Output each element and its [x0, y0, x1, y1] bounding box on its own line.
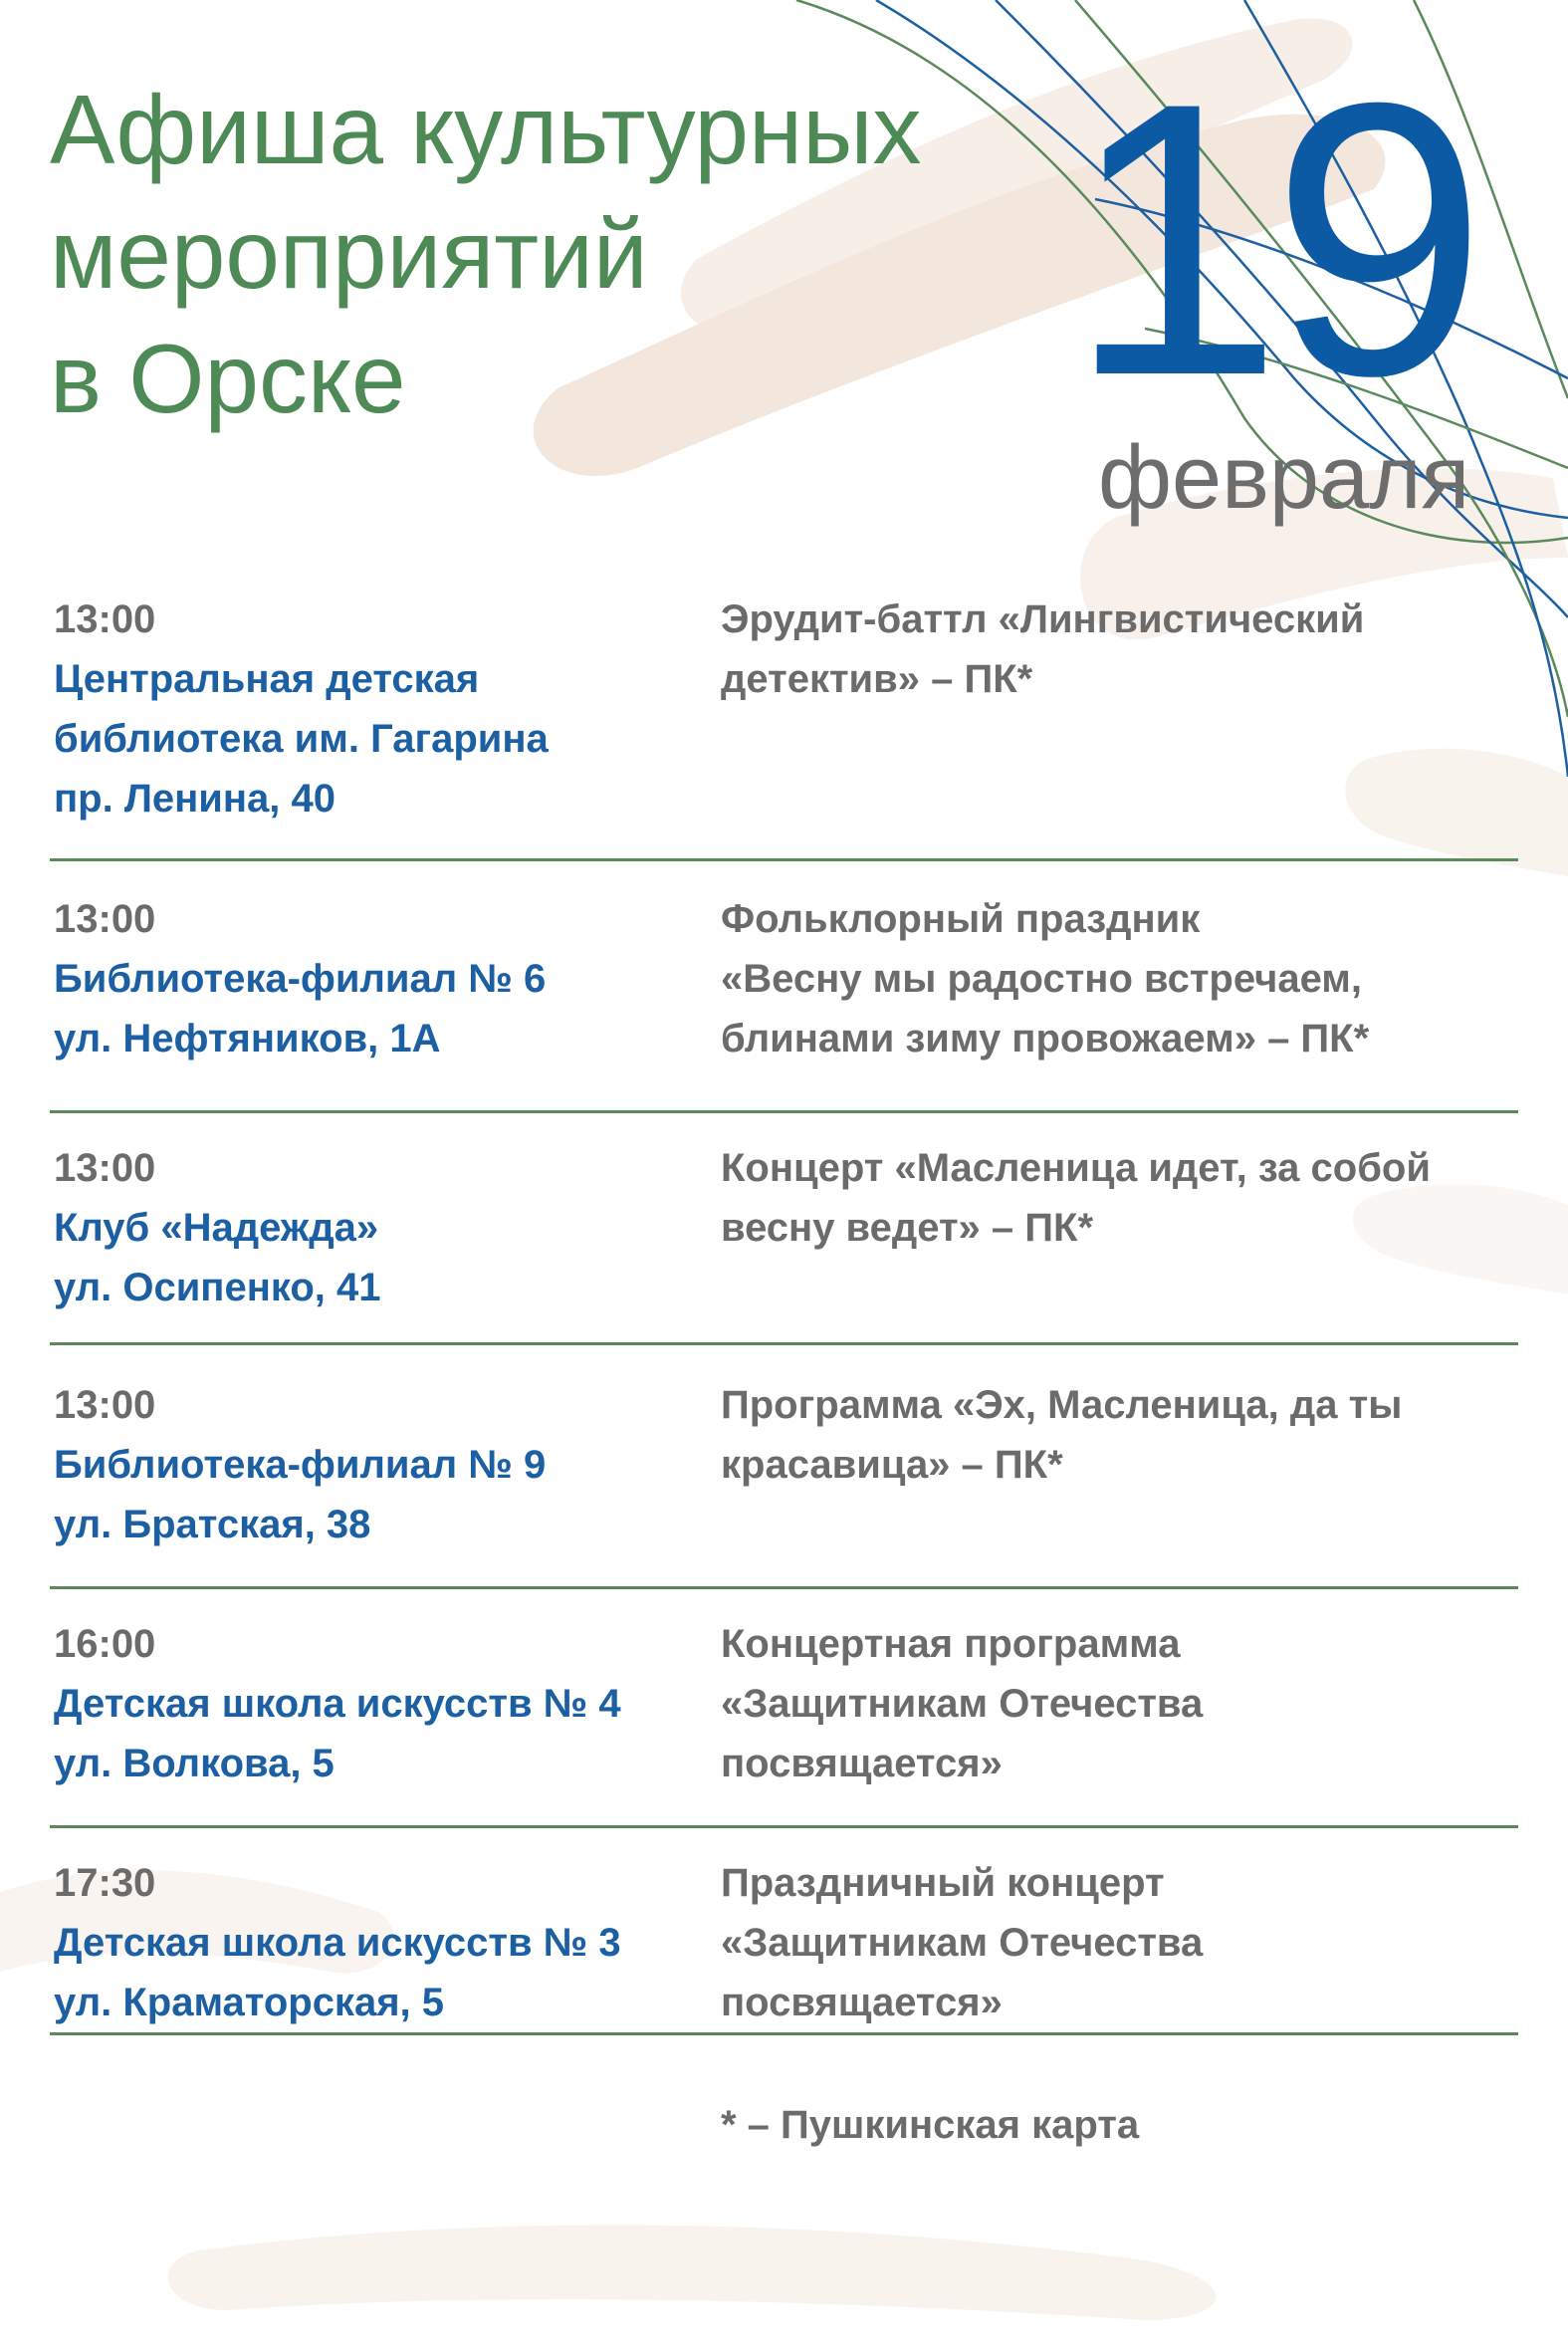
event-time: 13:00 [54, 1146, 156, 1190]
page-title [50, 68, 922, 441]
event-desc-line: Программа «Эх, Масленица, да ты [721, 1383, 1403, 1427]
footnote: * – Пушкинская карта [721, 2103, 1140, 2147]
event-row [50, 861, 1518, 1113]
event-description [721, 1853, 1518, 2032]
event-address: ул. Краматорская, 5 [54, 1981, 445, 2024]
event-time: 17:30 [54, 1861, 156, 1905]
event-place: Детская школа искусств № 3 [54, 1921, 621, 1965]
event-row [50, 1589, 1518, 1828]
event-desc-line: «Защитникам Отечества [721, 1682, 1204, 1726]
event-time: 16:00 [54, 1622, 156, 1666]
event-desc-line: Эрудит-баттл «Лингвистический [721, 597, 1365, 641]
event-desc-line: «Весну мы радостно встречаем, [721, 957, 1363, 1001]
event-address: пр. Ленина, 40 [54, 777, 336, 821]
event-venue [50, 589, 721, 858]
event-venue [50, 889, 721, 1110]
event-venue [50, 1138, 721, 1342]
event-description [721, 1138, 1518, 1342]
event-time: 13:00 [54, 597, 156, 641]
title-line: мероприятий [50, 199, 648, 309]
date-month: февраля [1098, 428, 1470, 528]
event-time: 13:00 [54, 1383, 156, 1427]
date-day: 19 [1067, 22, 1475, 456]
event-place: Детская школа искусств № 4 [54, 1682, 621, 1726]
event-desc-line: Праздничный концерт [721, 1861, 1165, 1905]
event-description [721, 589, 1518, 858]
event-desc-line: посвящается» [721, 1981, 1003, 2024]
event-desc-line: Фольклорный праздник [721, 897, 1201, 941]
title-line: в Орске [50, 324, 406, 433]
event-desc-line: посвящается» [721, 1742, 1003, 1785]
title-line: Афиша культурных [50, 75, 922, 184]
event-row [50, 1113, 1518, 1345]
event-place: Библиотека-филиал № 6 [54, 957, 547, 1001]
event-venue [50, 1853, 721, 2032]
event-place: Клуб «Надежда» [54, 1206, 379, 1250]
event-venue [50, 1375, 721, 1586]
event-desc-line: блинами зиму провожаем» – ПК* [721, 1017, 1370, 1060]
event-address: ул. Братская, 38 [54, 1503, 371, 1546]
event-place: Библиотека-филиал № 9 [54, 1443, 547, 1487]
event-address: ул. Осипенко, 41 [54, 1266, 381, 1309]
event-row [50, 589, 1518, 861]
event-description [721, 1614, 1518, 1825]
event-venue [50, 1614, 721, 1825]
event-description [721, 889, 1518, 1110]
event-place: библиотека им. Гагарина [54, 717, 549, 761]
event-desc-line: весну ведет» – ПК* [721, 1206, 1094, 1250]
event-desc-line: Концертная программа [721, 1622, 1181, 1666]
event-desc-line: Концерт «Масленица идет, за собой [721, 1146, 1431, 1190]
event-desc-line: детектив» – ПК* [721, 657, 1033, 701]
event-place: Центральная детская [54, 657, 480, 701]
event-desc-line: «Защитникам Отечества [721, 1921, 1204, 1965]
event-row [50, 1345, 1518, 1589]
events-list [50, 589, 1518, 2155]
event-time: 13:00 [54, 897, 156, 941]
event-desc-line: красавица» – ПК* [721, 1443, 1063, 1487]
event-address: ул. Нефтяников, 1А [54, 1017, 441, 1060]
event-description [721, 1375, 1518, 1586]
event-address: ул. Волкова, 5 [54, 1742, 335, 1785]
event-row [50, 1828, 1518, 2035]
